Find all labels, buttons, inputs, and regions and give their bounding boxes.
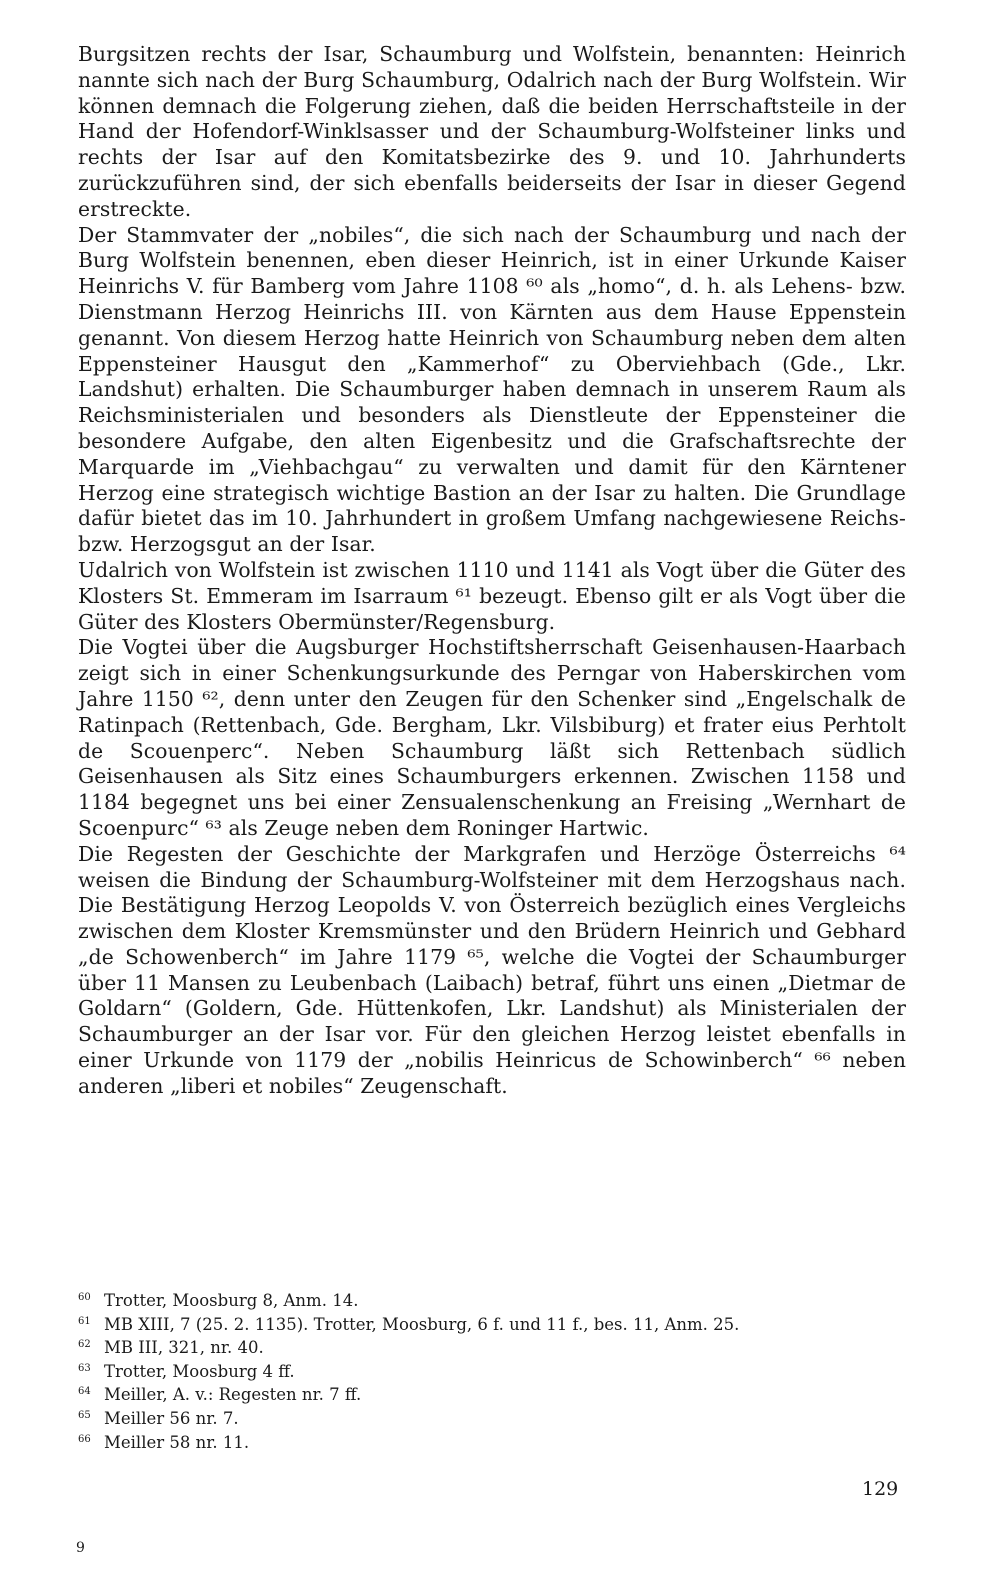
footnote-text: Meiller 58 nr. 11. [104, 1432, 250, 1452]
footnote-number: 63 [78, 1362, 91, 1374]
footnote [78, 1335, 906, 1359]
footnote-number: 66 [78, 1433, 91, 1445]
paragraph-2: Der Stammvater der „nobiles“, die sich nach der Schaumburg und nach der Burg Wolfstein benennen, eben dieser Heinrich, ist in einer Urkunde Kaiser Heinrichs V. für Bamberg vom Jahre 1108 ⁶⁰ als „homo“, d. h. als Lehens- bzw. Dienstmann Herzog Heinrichs III. von Kärnten aus dem Hause Eppenstein genannt. Von diesem Herzog hatte Heinrich von Schaumburg neben dem alten Eppensteiner Hausgut den „Kammerhof“ zu Oberviehbach (Gde., Lkr. Landshut) erhalten. Die Schaumburger haben demnach in unserem Raum als Reichsministerialen und besonders als Dienstleute der Eppensteiner die besondere Aufgabe, den alten Eigenbesitz und die Grafschaftsrechte der Marquarde im „Viehbachgau“ zu verwalten und damit für den Kärntener Herzog eine strategisch wichtige Bastion an der Isar zu halten. Die Grundlage dafür bietet das im 10. Jahrhundert in großem Umfang nachgewiesene Reichs- bzw. Herzogsgut an der Isar. [78, 222, 906, 557]
footnote-text: MB III, 321, nr. 40. [104, 1338, 264, 1358]
footnote-text: Trotter, Moosburg 4 ff. [104, 1361, 295, 1381]
footnote-number: 62 [78, 1339, 91, 1351]
footnote-number: 65 [78, 1409, 91, 1421]
footnote-text: Meiller, A. v.: Regesten nr. 7 ff. [104, 1385, 362, 1405]
footnotes [78, 1288, 906, 1453]
footnote-number: 60 [78, 1292, 91, 1303]
paragraph-5: Die Regesten der Geschichte der Markgrafen und Herzöge Österreichs ⁶⁴ weisen die Bindung der Schaumburg-Wolfsteiner mit dem Herzogshaus nach. Die Bestätigung Herzog Leopolds V. von Österreich bezüglich eines Vergleichs zwischen dem Kloster Kremsmünster und den Brüdern Heinrich und Gebhard „de Schowenberch“ im Jahre 1179 ⁶⁵, welche die Vogtei der Schaumburger über 11 Mansen zu Leubenbach (Laibach) betraf, führt uns einen „Dietmar de Goldarn“ (Goldern, Gde. Hüttenkofen, Lkr. Landshut) als Ministerialen der Schaumburger an der Isar vor. Für den gleichen Herzog leistet ebenfalls in einer Urkunde von 1179 der „nobilis Heinricus de Schowinberch“ ⁶⁶ neben anderen „liberi et nobiles“ Zeugenschaft. [78, 841, 906, 1098]
footnote-number: 64 [78, 1386, 91, 1398]
footnote-number: 61 [78, 1315, 91, 1327]
footnote [78, 1406, 906, 1430]
footnote [78, 1288, 906, 1312]
footnote [78, 1382, 906, 1406]
paragraph-4: Die Vogtei über die Augsburger Hochstiftsherrschaft Geisenhausen-Haarbach zeigt sich in einer Schenkungsurkunde des Perngar von Haberskirchen vom Jahre 1150 ⁶², denn unter den Zeugen für den Schenker sind „Engelschalk de Ratinpach (Rettenbach, Gde. Bergham, Lkr. Vilsbiburg) et frater eius Perhtolt de Scouenperc“. Neben Schaumburg läßt sich Rettenbach südlich Geisenhausen als Sitz eines Schaumburgers erkennen. Zwischen 1158 und 1184 begegnet uns bei einer Zensualenschenkung an Freising „Wernhart de Scoenpurc“ ⁶³ als Zeuge neben dem Roninger Hartwic. [78, 635, 906, 840]
paragraph-1: Burgsitzen rechts der Isar, Schaumburg und Wolfstein, benannten: Heinrich nannte sich nach der Burg Schaumburg, Odalrich nach der Burg Wolfstein. Wir können demnach die Folgerung ziehen, daß die beiden Herrschaftsteile in der Hand der Hofendorf-Winklsasser und der Schaumburg-Wolfsteiner links und rechts der Isar auf den Komitatsbezirke des 9. und 10. Jahrhunderts zurückzuführen sind, der sich ebenfalls beiderseits der Isar in dieser Gegend erstreckte. [78, 42, 906, 221]
signature-mark: 9 [76, 1540, 85, 1556]
footnote-text: Meiller 56 nr. 7. [104, 1408, 239, 1428]
footnote [78, 1312, 906, 1336]
page-number: 129 [862, 1478, 899, 1500]
footnote [78, 1359, 906, 1383]
footnote-text: Trotter, Moosburg 8, Anm. 14. [104, 1291, 359, 1310]
footnote-text: MB XIII, 7 (25. 2. 1135). Trotter, Moosburg, 6 f. und 11 f., bes. 11, Anm. 25. [104, 1314, 740, 1334]
paragraph-3: Udalrich von Wolfstein ist zwischen 1110 und 1141 als Vogt über die Güter des Klosters St. Emmeram im Isarraum ⁶¹ bezeugt. Ebenso gilt er als Vogt über die Güter des Klosters Obermünster/Regensburg. [78, 557, 906, 634]
body-text [78, 42, 906, 1100]
footnote [78, 1430, 906, 1454]
